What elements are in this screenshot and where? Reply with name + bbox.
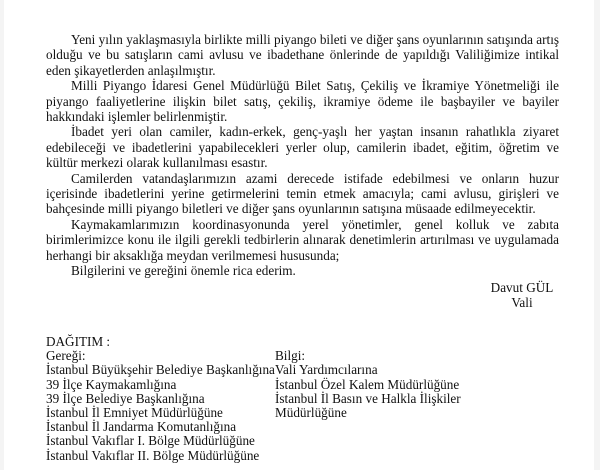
paragraph: Camilerden vatandaşlarımızın azami derecede istifade edebilmesi ve onların huzur içerisinde ibadetlerini yerine getirmelerini temin etmek amacıyla; cami avlusu, girişleri ve bahçesinde milli piyango biletleri ve diğer şans oyunlarının satışına müsaade edilmeyecektir. <box>46 170 559 217</box>
distribution-label: DAĞITIM : <box>46 334 111 349</box>
signatory-name: Davut GÜL <box>490 280 554 295</box>
paragraph: Kaymakamlarımızın koordinasyonunda yerel yönetimler, genel kolluk ve zabıta birimlerimizce konu ile ilgili gerekli tedbirlerin alınarak denetimlerin artırılması ve uygulamada herhangi bir aksaklığa meydan verilmemesi hususunda; <box>46 216 559 263</box>
distribution-action-list <box>46 349 275 463</box>
list-item: İstanbul İl Jandarma Komutanlığına <box>46 419 237 435</box>
signatory-title: Vali <box>511 295 533 311</box>
list-item: Vali Yardımcılarına <box>275 362 378 378</box>
paragraph: İbadet yeri olan camiler, kadın-erkek, genç-yaşlı her yaştan insanın rahatlıkla ziyaret edebileceği ve ibadetlerini yapabilecekleri yerler olup, camilerin ibadet, eğitim, öğretim ve kültür merkezi olarak kullanılması esastır. <box>46 124 559 171</box>
distribution-info-list <box>275 349 461 420</box>
list-item: İstanbul İl Emniyet Müdürlüğüne <box>46 405 223 420</box>
list-item: 39 İlçe Belediye Başkanlığına <box>46 390 205 406</box>
info-label: Bilgi: <box>275 348 306 364</box>
action-label: Gereği: <box>46 348 86 364</box>
list-item: Müdürlüğüne <box>275 405 347 420</box>
signature-block <box>482 280 562 311</box>
document-page <box>4 0 594 470</box>
distribution-block <box>46 334 461 463</box>
paragraph: Bilgilerini ve gereğini önemle rica ederim. <box>71 263 296 279</box>
list-item: İstanbul Vakıflar I. Bölge Müdürlüğüne <box>46 433 255 449</box>
document-body <box>46 32 559 279</box>
list-item: İstanbul Vakıflar II. Bölge Müdürlüğüne <box>46 447 260 463</box>
paragraph: Milli Piyango İdaresi Genel Müdürlüğü Bilet Satış, Çekiliş ve İkramiye Yönetmeliği ile piyango faaliyetlerine ilişkin bilet satış, çekiliş, ikramiye ödeme ile başbayiler ve bayiler hakkındaki işlemler belirlenmiştir. <box>46 78 559 125</box>
list-item: İstanbul Özel Kalem Müdürlüğüne <box>275 376 460 392</box>
paragraph: Yeni yılın yaklaşmasıyla birlikte milli piyango bileti ve diğer şans oyunlarının satışında artış olduğu ve bu satışların cami avlusu ve ibadethane önlerinde de yapıldığı Valiliğimize intikal eden şikayetlerden anlaşılmıştır. <box>46 32 559 78</box>
list-item: İstanbul İl Basın ve Halkla İlişkiler <box>275 390 461 406</box>
list-item: 39 İlçe Kaymakamlığına <box>46 376 177 392</box>
list-item: İstanbul Büyükşehir Belediye Başkanlığına <box>46 362 275 378</box>
